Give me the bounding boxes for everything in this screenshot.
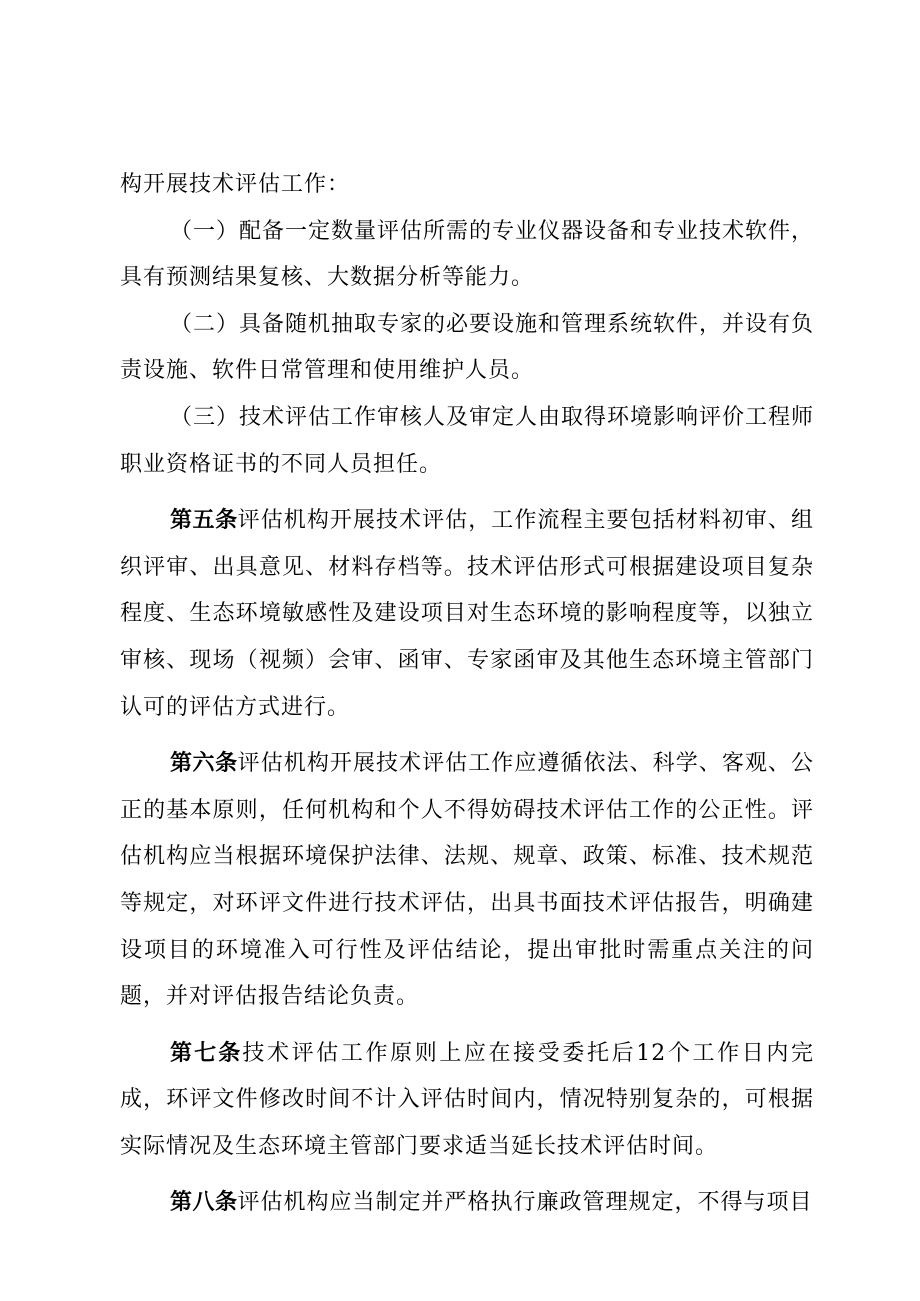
article-label: 第六条 — [170, 751, 238, 777]
article-label: 第八条 — [170, 1190, 238, 1216]
document-page — [120, 162, 814, 1227]
article-7 — [120, 1031, 814, 1171]
article-label: 第五条 — [170, 508, 238, 534]
paragraph-text: （一）配备一定数量评估所需的专业仪器设备和专业技术软件，具有预测结果复核、大数据分析等能力。 — [120, 218, 815, 291]
article-5 — [120, 498, 814, 731]
paragraph-continuation — [120, 162, 814, 209]
article-text: 技术评估工作原则上应在接受委托后12个工作日内完成，环评文件修改时间不计入评估时间内，情况特别复杂的，可根据实际情况及生态环境主管部门要求适当延长技术评估时间。 — [120, 1040, 814, 1159]
article-text: 评估机构开展技术评估，工作流程主要包括材料初审、组织评审、出具意见、材料存档等。技术评估形式可根据建设项目复杂程度、生态环境敏感性及建设项目对生态环境的影响程度等，以独立审核、现场（视频）会审、函审、专家函审及其他生态环境主管部门认可的评估方式进行。 — [120, 508, 814, 720]
paragraph-text: （二）具备随机抽取专家的必要设施和管理系统软件，并设有负责设施、软件日常管理和使用维护人员。 — [120, 311, 815, 384]
article-text: 评估机构应当制定并严格执行廉政管理规定，不得与项目 — [237, 1190, 813, 1216]
article-6 — [120, 741, 814, 1021]
paragraph-text: （三）技术评估工作审核人及审定人由取得环境影响评价工程师职业资格证书的不同人员担任。 — [120, 404, 815, 477]
article-text: 评估机构开展技术评估工作应遵循依法、科学、客观、公正的基本原则，任何机构和个人不得妨碍技术评估工作的公正性。评估机构应当根据环境保护法律、法规、规章、政策、标准、技术规范等规定，对环评文件进行技术评估，出具书面技术评估报告，明确建设项目的环境准入可行性及评估结论，提出审批时需重点关注的问题，并对评估报告结论负责。 — [120, 751, 814, 1010]
paragraph-item-3 — [120, 395, 814, 488]
paragraph-text: 构开展技术评估工作： — [120, 172, 351, 197]
paragraph-item-1 — [120, 209, 814, 302]
article-8 — [120, 1180, 814, 1227]
paragraph-item-2 — [120, 302, 814, 395]
article-label: 第七条 — [170, 1040, 243, 1066]
